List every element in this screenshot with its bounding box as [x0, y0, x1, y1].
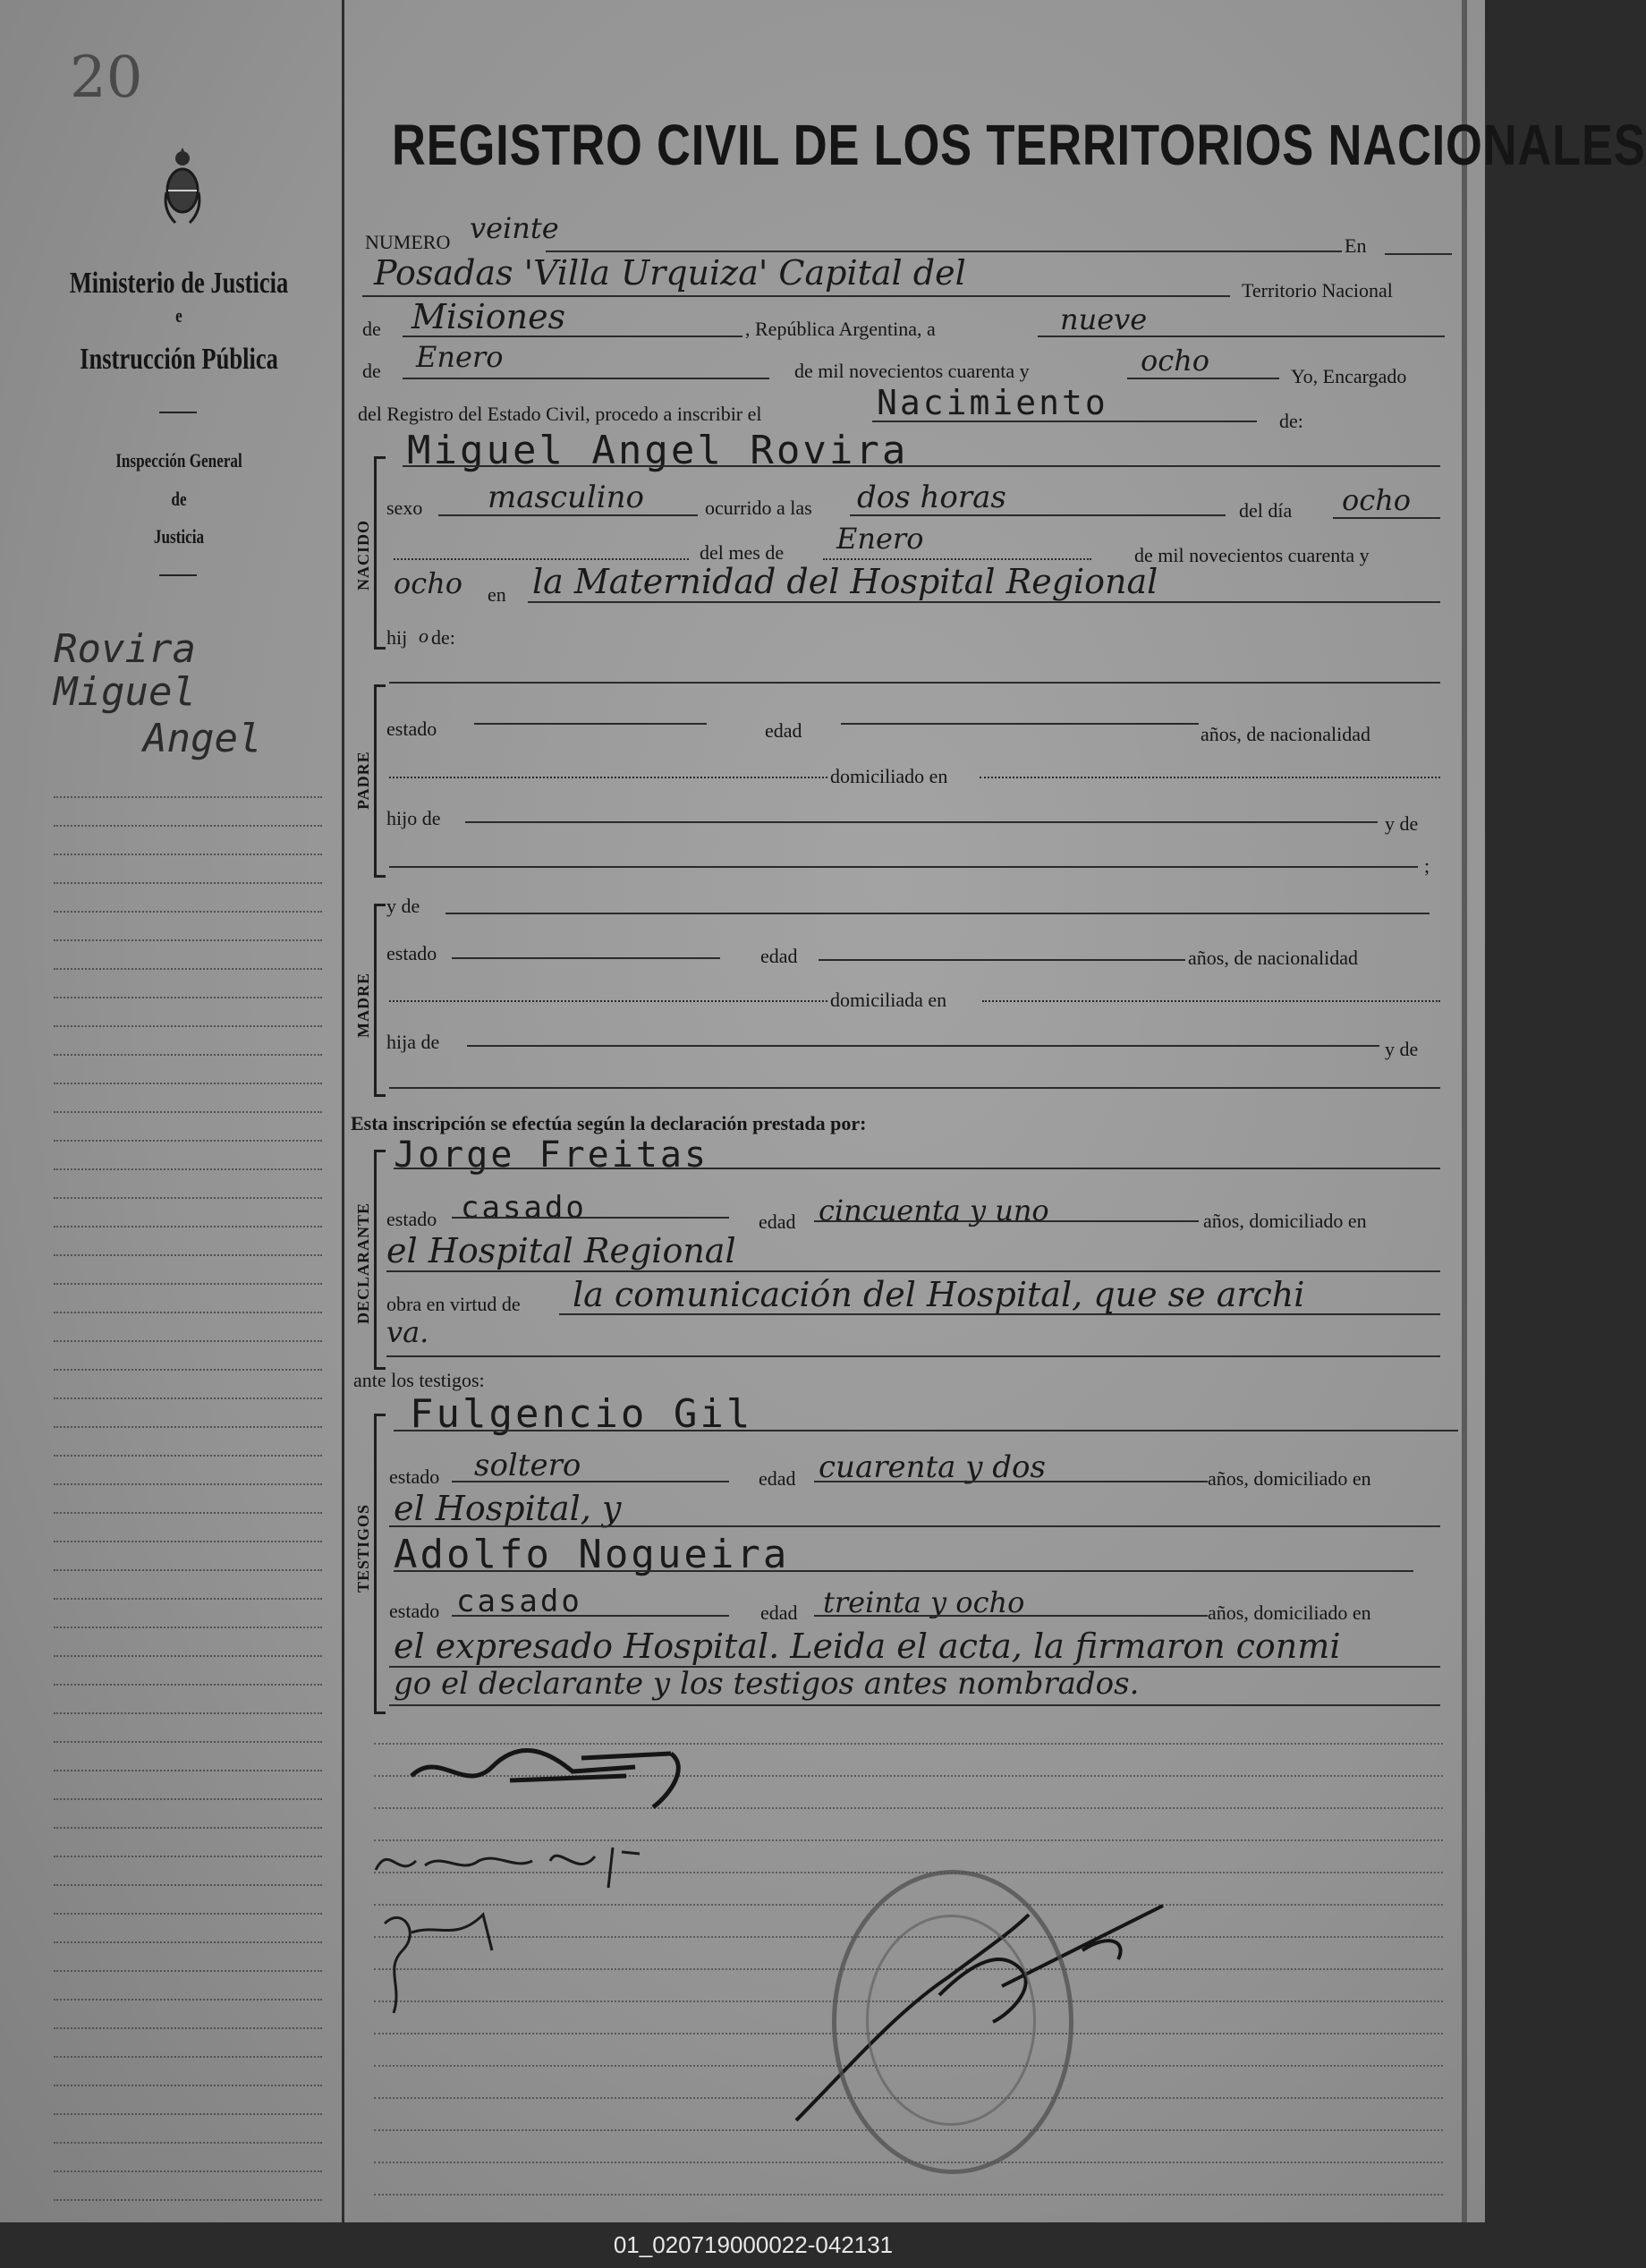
testigo1-edad-label: edad	[759, 1467, 796, 1490]
margin-rule	[54, 968, 322, 970]
en-label: En	[1345, 234, 1367, 257]
margin-rule	[54, 1426, 322, 1428]
margin-rule	[54, 1512, 322, 1514]
hijo-de: de:	[431, 626, 455, 649]
fill-line	[528, 601, 1440, 603]
margin-rule	[54, 1254, 322, 1256]
madre-anios-label: años, de nacionalidad	[1188, 947, 1358, 969]
fill-line	[546, 251, 1342, 252]
margin-rule	[54, 1941, 322, 1943]
divider-rule	[159, 574, 197, 576]
mes-value: Enero	[836, 522, 924, 556]
fill-line	[394, 1570, 1413, 1572]
margin-rule	[54, 1827, 322, 1829]
margin-rule	[54, 1913, 322, 1915]
fill-line	[452, 1615, 729, 1617]
madre-estado-label: estado	[386, 942, 437, 964]
declarante-intro: Esta inscripción se efectúa según la declaración prestada por:	[351, 1112, 867, 1134]
fill-line	[465, 821, 1378, 823]
closing-line-2: go el declarante y los testigos antes nombrados.	[394, 1666, 1140, 1702]
year-value: ocho	[1141, 344, 1210, 378]
left-margin-column	[0, 0, 344, 2222]
divider-rule	[159, 412, 197, 413]
fill-line	[445, 913, 1430, 914]
testigo2-estado: casado	[456, 1584, 582, 1619]
fill-line	[394, 1430, 1458, 1431]
declarante-estado-value: casado	[461, 1190, 587, 1226]
madre-domiciliada-label: domiciliada en	[830, 989, 947, 1011]
de-mil-label-2: de mil novecientos cuarenta y	[1134, 544, 1370, 566]
margin-rule	[54, 1999, 322, 2000]
margin-rule	[54, 1025, 322, 1027]
registro-label: del Registro del Estado Civil, procedo a inscribir el	[358, 403, 762, 425]
padre-estado-label: estado	[386, 718, 437, 740]
margin-rule	[54, 1483, 322, 1485]
margin-rule	[54, 882, 322, 884]
madre-edad-label: edad	[760, 945, 798, 967]
declarante-label: DECLARANTE	[354, 1202, 372, 1324]
inspection-line1: Inspección General	[115, 449, 242, 471]
declarante-edad-label: edad	[759, 1210, 796, 1233]
testigo2-anios-label: años, domiciliado en	[1208, 1601, 1371, 1624]
margin-rule	[54, 1397, 322, 1399]
padre-hijo-de-label: hijo de	[386, 807, 441, 829]
fill-line	[452, 1481, 729, 1482]
section-brace	[374, 456, 386, 650]
del-mes-label: del mes de	[700, 541, 785, 564]
anio-value: ocho	[394, 566, 463, 600]
hora-value: dos horas	[857, 480, 1006, 515]
act-value: Nacimiento	[877, 383, 1108, 422]
coat-of-arms-icon	[163, 148, 202, 233]
fill-line	[814, 1615, 1208, 1617]
section-brace	[374, 904, 386, 1097]
lugar-value: la Maternidad del Hospital Regional	[532, 562, 1158, 601]
fill-line	[389, 866, 1418, 868]
margin-rule	[54, 1970, 322, 1972]
madre-y-de-label: y de	[386, 895, 420, 917]
nacido-label: NACIDO	[354, 519, 372, 590]
margin-surname: Rovira	[54, 626, 196, 672]
fill-line	[452, 957, 720, 959]
fill-line	[980, 777, 1440, 778]
testigo1-estado: soltero	[474, 1448, 581, 1483]
margin-rule	[54, 2085, 322, 2086]
fill-line	[1333, 517, 1440, 519]
fill-line	[452, 1217, 729, 1219]
declarante-edad-value: cincuenta y uno	[819, 1193, 1049, 1227]
margin-rule	[54, 1655, 322, 1657]
fill-line	[823, 558, 1091, 560]
margin-rule	[54, 1283, 322, 1285]
hijo-suffix: o	[419, 624, 428, 647]
place-value: Posadas 'Villa Urquiza' Capital del	[374, 253, 966, 293]
margin-rule	[54, 939, 322, 941]
fill-line	[1038, 336, 1445, 337]
margin-rule	[54, 1140, 322, 1142]
margin-rule	[54, 2027, 322, 2029]
fill-line	[389, 682, 1440, 684]
fill-line	[1127, 378, 1279, 379]
de-colon: de:	[1279, 410, 1303, 432]
margin-rule	[54, 2199, 322, 2201]
testigo1-domicilio: el Hospital, y	[394, 1489, 622, 1528]
empty-rule	[374, 2194, 1443, 2196]
testigo1-anios-label: años, domiciliado en	[1208, 1467, 1371, 1490]
margin-rule	[54, 1111, 322, 1113]
fill-line	[467, 1045, 1379, 1047]
margin-rule	[54, 1340, 322, 1342]
sexo-label: sexo	[386, 497, 423, 519]
margin-rule	[54, 825, 322, 827]
margin-rule	[54, 2113, 322, 2115]
seal-inner-ring	[866, 1915, 1036, 2126]
fill-line	[394, 558, 689, 560]
section-brace	[374, 1150, 386, 1370]
inspection-line2: de	[171, 488, 187, 510]
margin-rule	[54, 1312, 322, 1313]
fill-line	[386, 1270, 1440, 1272]
yo-label: Yo, Encargado	[1291, 365, 1407, 387]
margin-rule	[54, 1856, 322, 1857]
page-edge	[1462, 0, 1467, 2222]
ministry-line1: Ministerio de Justicia	[69, 267, 289, 300]
margin-rule	[54, 1197, 322, 1199]
fill-line	[389, 1000, 827, 1002]
fill-line	[850, 514, 1226, 516]
folio-number: 20	[70, 45, 143, 111]
closing-line-1: el expresado Hospital. Leida el acta, la firmaron conmi	[394, 1627, 1341, 1666]
testigo2-name: Adolfo Nogueira	[394, 1532, 790, 1577]
testigo1-estado-label: estado	[389, 1465, 440, 1488]
day-value: nueve	[1060, 302, 1148, 336]
margin-rule	[54, 1541, 322, 1542]
margin-rule	[54, 2142, 322, 2144]
madre-y-de-label-2: y de	[1385, 1038, 1419, 1060]
ministry-line2: Instrucción Pública	[80, 343, 278, 376]
del-dia-label: del día	[1239, 499, 1293, 522]
fill-line	[394, 1168, 1440, 1169]
margin-given-name: Miguel	[54, 669, 196, 715]
margin-rule	[54, 1083, 322, 1084]
fill-line	[389, 777, 827, 778]
padre-y-de-label: y de	[1385, 812, 1419, 835]
ministry-conj: e	[175, 304, 182, 327]
madre-hija-de-label: hija de	[386, 1031, 440, 1053]
dia-value: ocho	[1342, 483, 1412, 517]
testigo2-edad: treinta y ocho	[823, 1585, 1025, 1619]
sexo-value: masculino	[488, 480, 645, 515]
margin-rule	[54, 1684, 322, 1686]
margin-rule	[54, 854, 322, 855]
padre-label: PADRE	[354, 751, 372, 810]
padre-semicolon: ;	[1424, 854, 1430, 877]
margin-rule	[54, 1770, 322, 1771]
margin-rule	[54, 1741, 322, 1743]
fill-line	[389, 1525, 1440, 1527]
month-value: Enero	[416, 340, 504, 374]
image-code-footer: 01_020719000022-042131	[0, 2222, 1506, 2268]
fill-line	[559, 1313, 1440, 1315]
margin-given-name-2: Angel	[143, 716, 262, 761]
fill-line	[819, 959, 1185, 961]
testigo1-name: Fulgencio Gil	[410, 1391, 753, 1437]
testigo2-edad-label: edad	[760, 1601, 798, 1624]
section-brace	[374, 1414, 386, 1714]
column-divider	[342, 0, 344, 2222]
margin-rule	[54, 1455, 322, 1457]
testigos-intro: ante los testigos:	[353, 1369, 485, 1391]
declarante-signature	[403, 1731, 742, 1816]
fill-line	[474, 723, 707, 725]
numero-label: NUMERO	[365, 231, 451, 253]
de-label: de	[362, 318, 381, 340]
testigo2-estado-label: estado	[389, 1600, 440, 1622]
margin-rule	[54, 911, 322, 913]
margin-rule	[54, 1798, 322, 1800]
declarante-name: Jorge Freitas	[394, 1134, 709, 1176]
testigo1-signature	[371, 1834, 666, 1901]
padre-domiciliado-label: domiciliado en	[830, 765, 948, 787]
fill-line	[814, 1220, 1199, 1222]
margin-rule	[54, 1226, 322, 1227]
margin-rule	[54, 1369, 322, 1371]
declarante-obra-value-2: va.	[386, 1315, 429, 1349]
fill-line	[438, 514, 698, 516]
margin-rule	[54, 796, 322, 798]
margin-rule	[54, 2056, 322, 2058]
nacido-name: Miguel Angel Rovira	[407, 428, 909, 473]
fill-line	[841, 723, 1199, 725]
hijo-label: hij	[386, 626, 408, 649]
fill-line	[872, 420, 1257, 422]
margin-rule	[54, 1884, 322, 1886]
margin-rule	[54, 997, 322, 998]
declarante-estado-label: estado	[386, 1208, 437, 1230]
fill-line	[814, 1481, 1208, 1482]
margin-rule	[54, 1168, 322, 1170]
territorio-label: Territorio Nacional	[1242, 279, 1393, 302]
ocurrido-label: ocurrido a las	[705, 497, 812, 519]
margin-rule	[54, 2170, 322, 2172]
territory-value: Misiones	[412, 297, 566, 336]
fill-line	[403, 378, 769, 379]
testigo1-edad: cuarenta y dos	[819, 1449, 1046, 1485]
padre-edad-label: edad	[765, 719, 802, 742]
margin-rule	[54, 1569, 322, 1571]
fill-line	[403, 465, 1440, 467]
inspection-line3: Justicia	[153, 525, 205, 548]
margin-rule	[54, 1627, 322, 1628]
fill-line	[386, 1355, 1440, 1357]
fill-line	[403, 336, 742, 337]
en-label: en	[488, 583, 506, 606]
margin-rule	[54, 1598, 322, 1600]
section-brace	[374, 684, 386, 878]
margin-rule	[54, 1054, 322, 1056]
padre-anios-label: años, de nacionalidad	[1201, 723, 1370, 745]
margin-rule	[54, 1712, 322, 1714]
fill-line	[389, 1087, 1440, 1089]
fill-line	[389, 1704, 1440, 1706]
declarante-domicilio: el Hospital Regional	[386, 1231, 736, 1270]
testigos-label: TESTIGOS	[354, 1503, 372, 1593]
de-label-2: de	[362, 360, 381, 382]
de-mil-label: de mil novecientos cuarenta y	[794, 360, 1030, 382]
testigo2-signature	[367, 1897, 546, 2026]
page-title: REGISTRO CIVIL DE LOS TERRITORIOS NACIONALES	[392, 113, 1646, 177]
fill-line	[1385, 253, 1452, 255]
republica-label: , República Argentina, a	[745, 318, 936, 340]
declarante-anios-label: años, domiciliado en	[1203, 1210, 1367, 1232]
numero-value: veinte	[470, 211, 559, 245]
declarante-obra-value: la comunicación del Hospital, que se archi	[573, 1275, 1305, 1314]
fill-line	[982, 1000, 1440, 1002]
madre-label: MADRE	[354, 973, 372, 1038]
declarante-obra-label: obra en virtud de	[386, 1293, 521, 1315]
